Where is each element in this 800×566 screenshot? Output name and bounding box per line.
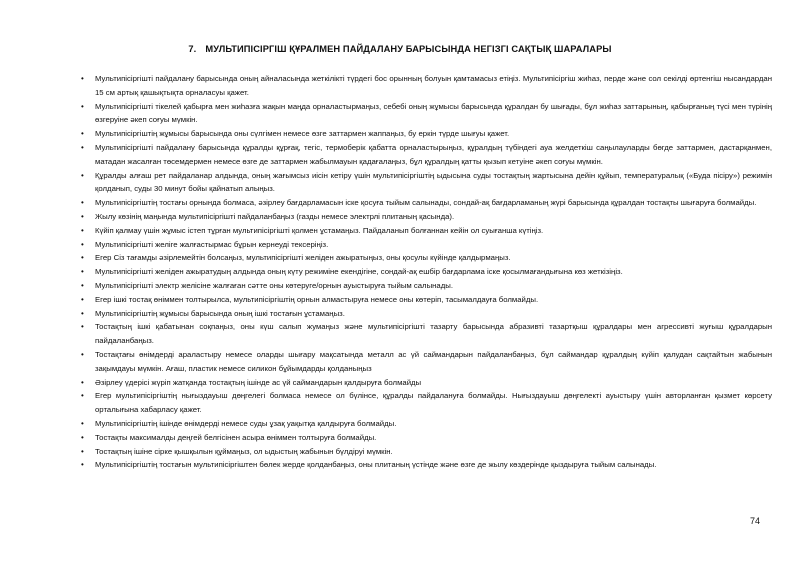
list-item <box>82 224 772 238</box>
bullet-icon: • <box>81 74 84 83</box>
bullet-icon: • <box>81 460 84 470</box>
bullet-icon: • <box>81 211 84 221</box>
bullet-icon: • <box>81 294 84 304</box>
bullet-icon: • <box>81 280 84 290</box>
list-item <box>82 376 772 390</box>
list-item-text: Тостақтың ішкі қабатынан соқпаңыз, оны күш салып жумаңыз және мультипісіргішті тазарту барысында абразивті тазартқыш құралдары мен агрессивті жуғыш құралдарын пайдаланбаңыз. <box>95 322 772 346</box>
bullet-icon: • <box>81 418 84 428</box>
list-item-text: Мультипісіргішті пайдалану барысында оның айналасында жеткілікті түрдегі бос орынның болуын қамтамасыз етіңіз. Мультипісіргіш жиһаз, перде және сол секілді өртенгіш нысандардан 15 см артық қашықтықта орналасуы қажет. <box>95 74 772 97</box>
list-item-text: Мультипісіргіштің ішінде өнімдерді немесе суды ұзақ уақытқа қалдыруға болмайды. <box>95 418 397 428</box>
list-item <box>82 141 772 169</box>
list-item-text: Құралды алғаш рет пайдаланар алдында, оның жағымсыз иісін кетіру үшін мультипісіргіштің ыдысына суды тостақтың жартысына дейін құйып, температуралық («Буда пісіру») режимін қолданып, суды 30 минут бойы қайнатып алыңыз. <box>95 170 772 194</box>
bullet-icon: • <box>81 170 84 180</box>
list-item-text: Әзірлеу үдерісі жүріп жатқанда тостақтың ішінде ас үй саймандарын қалдыруға болмайды <box>95 377 422 387</box>
list-item-text: Жылу көзінің маңында мультипісіргішті пайдаланбаңыз (газды немесе электрлі плитаның қасында). <box>95 211 455 221</box>
bullet-icon: • <box>81 198 84 208</box>
list-item <box>82 127 772 141</box>
bullet-icon: • <box>81 129 84 139</box>
list-item <box>82 265 772 279</box>
list-item-text: Мультипісіргішті желіге жалғастырмас бұрын кернеуді тексеріңіз. <box>95 239 329 249</box>
section-heading <box>0 44 800 54</box>
list-item <box>82 348 772 376</box>
list-item <box>82 458 772 472</box>
bullet-icon: • <box>81 308 84 318</box>
bullet-icon: • <box>81 225 84 235</box>
list-item-text: Мультипісіргіштің тостағын мультипісіргіштен бөлек жерде қолданбаңыз, оны плитаның үстінде және өзге де жылу көздерінде қыздыруға тыйым салынады. <box>95 460 657 470</box>
bullet-icon: • <box>81 349 84 359</box>
list-item <box>82 279 772 293</box>
list-item <box>82 417 772 431</box>
list-item-text: Егер ішкі тостақ өніммен толтырылса, мультипісіргіштің орнын алмастыруға немесе оны көтеріп, тасымалдауға болмайды. <box>95 294 539 304</box>
list-item-text: Тостақтың ішіне сірке қышқылын құймаңыз, ол ыдыстың жабынын бүлдіруі мүмкін. <box>95 446 393 456</box>
bullet-icon: • <box>81 391 84 401</box>
list-item-text: Тостақтағы өнімдерді араластыру немесе оларды шығару мақсатында металл ас үй саймандарын пайдаланбаңыз, бұл саймандар құралдың күйіп қалудан сақтайтын жабынын зақымдауы мүмкін. Ағаш, пластик немесе силикон бұйымдарды қолданыңыз <box>95 349 772 373</box>
bullet-icon: • <box>81 322 84 332</box>
list-item <box>82 169 772 197</box>
bullet-icon: • <box>81 101 84 111</box>
list-item <box>82 251 772 265</box>
list-item <box>82 72 772 100</box>
list-item <box>82 293 772 307</box>
list-item <box>82 196 772 210</box>
bullet-icon: • <box>81 253 84 263</box>
list-item <box>82 100 772 128</box>
precautions-list <box>82 72 772 472</box>
list-item <box>82 307 772 321</box>
bullet-icon: • <box>81 446 84 456</box>
list-item-text: Тостақты максималды деңгей белгісінен асыра өніммен толтыруға болмайды. <box>95 432 377 442</box>
list-item <box>82 320 772 348</box>
list-item-text: Мультипісіргішті тікелей қабырға мен жиһазға жақын маңда орналастырмаңыз, себебі оның жұмысы барысында құралдан бу шығады, бұл жиһаз заттарының, қабырғаның түсі мен түрінің өзгеруіне әкеп соғуы мүмкін. <box>95 101 772 125</box>
list-item-text: Мультипісіргішті пайдалану барысында құралды құрғақ, тегіс, термоберік қабатта орналастырыңыз, құралдың түбіндегі ауа желдеткіш саңылауларды бөгде заттармен, дастарқанмен, матадан жасалған төсемдермен немесе өзге де заттармен жабылмауын қадағалаңыз, бұл құралдың қатты қызып кетуіне әкеп соғуы мүмкін. <box>95 142 772 166</box>
bullet-icon: • <box>81 432 84 442</box>
list-item-text: Егер Сіз тағамды әзірлемейтін болсаңыз, мультипісіргішті желіден ажыратыңыз, оны қосулы күйінде қалдырмаңыз. <box>95 253 511 263</box>
section-number: 7. <box>188 44 197 54</box>
list-item-text: Мультипісіргішті желіден ажыратудың алдында оның күту режиміне екендігіне, сондай-ақ ешбір бағдарлама іске қосылмағандығына көз жеткізіңіз. <box>95 267 623 277</box>
bullet-icon: • <box>81 142 84 152</box>
list-item-text: Күйіп қалмау үшін жұмыс істеп тұрған мультипісіргішті қолмен ұстамаңыз. Пайдаланып болғаннан кейін ол суығанша күтіңіз. <box>95 225 544 235</box>
bullet-icon: • <box>81 267 84 277</box>
list-item <box>82 431 772 445</box>
list-item-text: Мультипісіргішті электр желісіне жалғаған сәтте оны көтеруге/орнын ауыстыруға тыйым салынады. <box>95 280 453 290</box>
page-number: 74 <box>749 516 760 526</box>
list-item <box>82 238 772 252</box>
list-item-text: Мультипісіргіштің жұмысы барысында оның ішкі тостағын ұстамаңыз. <box>95 308 345 318</box>
list-item-text: Мультипісіргіштің жұмысы барысында оны сүлгімен немесе өзге заттармен жаппаңыз, бу еркін түрде шығуы қажет. <box>95 129 510 139</box>
list-item <box>82 445 772 459</box>
list-item-text: Егер мультипісіргіштің нығыздауыш дөңгелегі болмаса немесе ол бүлінсе, құралды пайдалануға болмайды. Нығыздауыш дөңгелекті ауыстыру үшін авторланған қызмет көрсету орталығына хабарласу қажет. <box>95 391 772 415</box>
list-item <box>82 210 772 224</box>
list-item-text: Мультипісіргіштің тостағы орнында болмаса, әзірлеу бағдарламасын іске қосуға тыйым салынады, сондай-ақ бағдарламаның жүрі барысында құралдан тостақты шығаруға болмайды. <box>95 198 757 208</box>
list-item <box>82 389 772 417</box>
section-title: МУЛЬТИПІСІРГІШ ҚҰРАЛМЕН ПАЙДАЛАНУ БАРЫСЫНДА НЕГІЗГІ САҚТЫҚ ШАРАЛАРЫ <box>205 44 612 54</box>
bullet-icon: • <box>81 239 84 249</box>
bullet-icon: • <box>81 377 84 387</box>
